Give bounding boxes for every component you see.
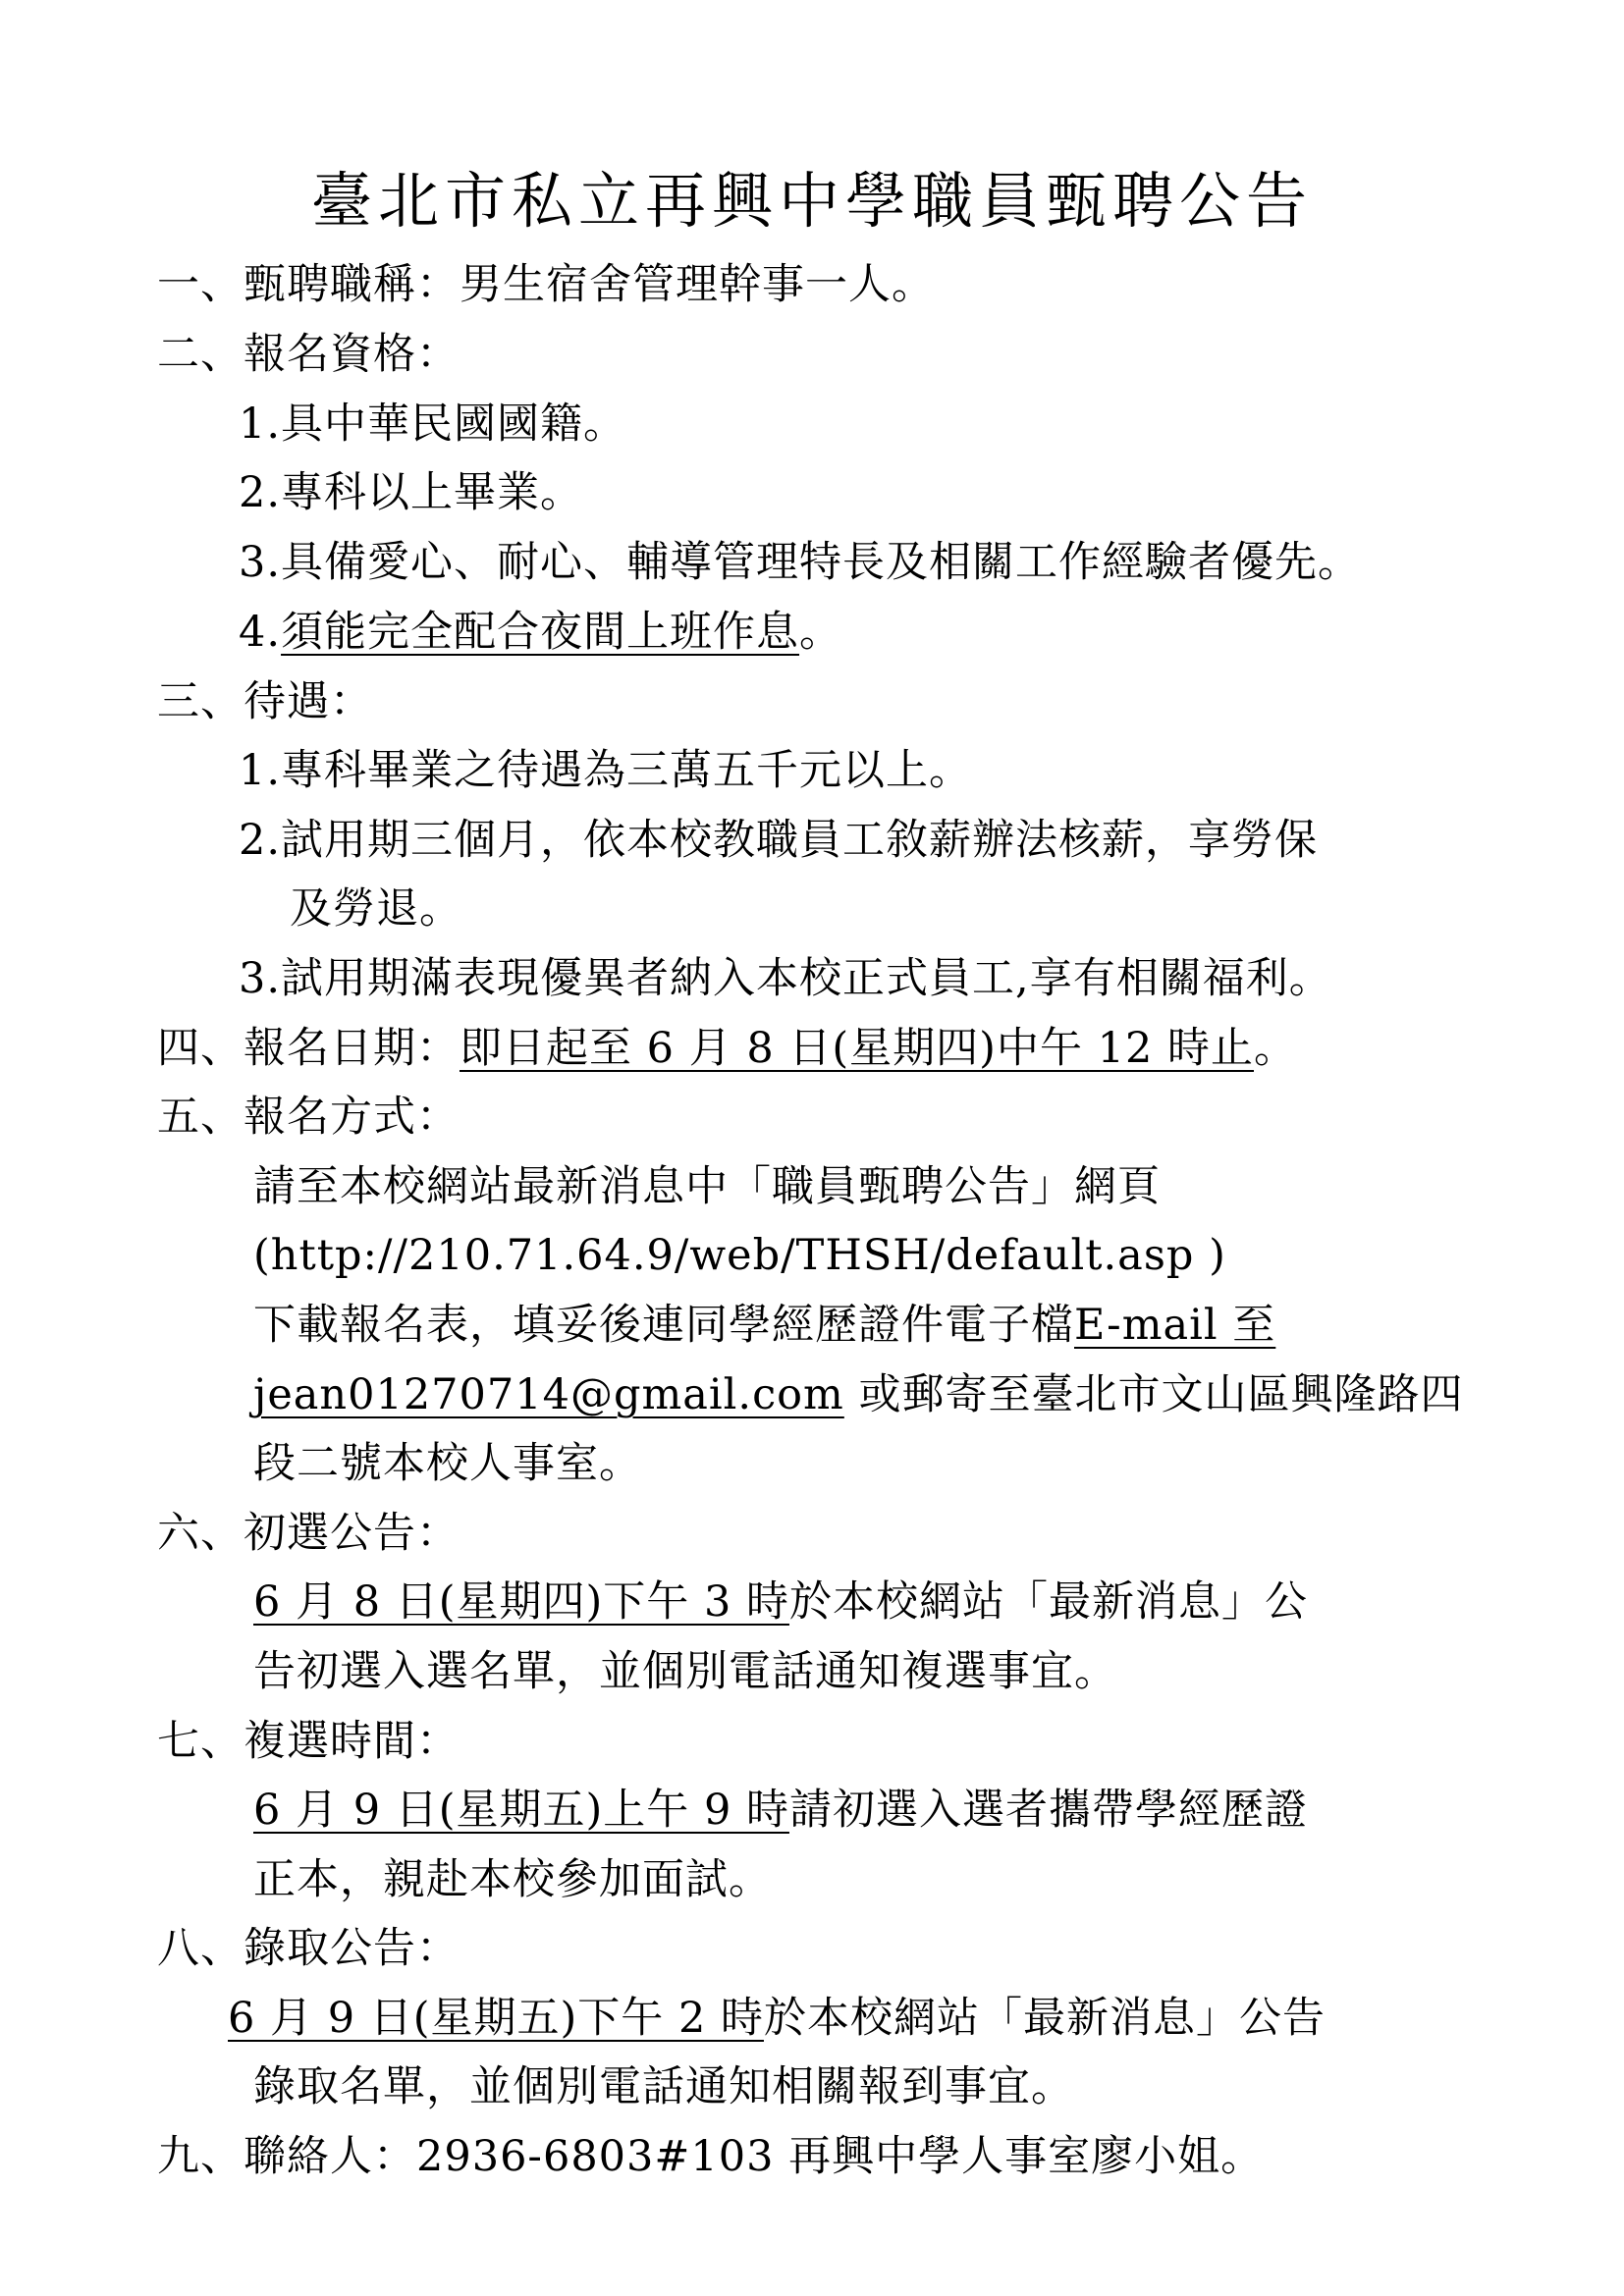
contact-email-link[interactable]: jean01270714@gmail.com <box>253 1370 844 1419</box>
admission-datetime: 6 月 9 日(星期五)下午 2 時 <box>228 1994 764 2043</box>
preliminary-line-2: 告初選入選名單，並個別電話通知複選事宜。 <box>253 1647 1117 1696</box>
email-to-label: E-mail 至 <box>1074 1301 1276 1350</box>
document-title: 臺北市私立再興中學職員甄聘公告 <box>310 165 1313 237</box>
section-6-heading: 六、初選公告： <box>157 1509 460 1558</box>
method-line-1: 請至本校網站最新消息中「職員甄聘公告」網頁 <box>253 1162 1161 1211</box>
qualification-item-3: 3.具備愛心、耐心、輔導管理特長及相關工作經驗者優先。 <box>239 538 1362 587</box>
salary-item-2-line-2: 及勞退。 <box>290 884 462 934</box>
method-line-3-text: 下載報名表，填妥後連同學經歷證件電子檔 <box>253 1301 1074 1350</box>
method-line-5: 段二號本校人事室。 <box>253 1439 642 1488</box>
salary-item-1: 1.專科畢業之待遇為三萬五千元以上。 <box>239 746 973 795</box>
registration-deadline: 即日起至 6 月 8 日(星期四)中午 12 時止 <box>460 1024 1254 1073</box>
method-line-4-text: 或郵寄至臺北市文山區興隆路四 <box>843 1370 1464 1419</box>
salary-item-2-line-1: 2.試用期三個月，依本校教職員工敘薪辦法核薪，享勞保 <box>239 816 1319 865</box>
qualification-item-4-text: 須能完全配合夜間上班作息 <box>281 608 800 657</box>
qualification-item-2: 2.專科以上畢業。 <box>239 468 584 517</box>
interview-datetime: 6 月 9 日(星期五)上午 9 時 <box>253 1786 789 1835</box>
method-line-3 <box>253 1298 1275 1353</box>
preliminary-datetime: 6 月 8 日(星期四)下午 3 時 <box>253 1577 789 1627</box>
section-3-heading: 三、待遇： <box>157 677 373 726</box>
section-4-end: 。 <box>1254 1024 1297 1073</box>
section-5-heading: 五、報名方式： <box>157 1093 460 1142</box>
admission-line-1-text: 於本校網站「最新消息」公告 <box>763 1994 1326 2043</box>
section-7-heading: 七、複選時間： <box>157 1717 460 1766</box>
school-website-url[interactable]: (http://210.71.64.9/web/THSH/default.asp ) <box>253 1231 1226 1280</box>
salary-item-3: 3.試用期滿表現優異者納入本校正式員工,享有相關福利。 <box>239 954 1332 1003</box>
section-1-position: 一、甄聘職稱：男生宿舍管理幹事一人。 <box>157 260 935 309</box>
interview-line-1-text: 請初選入選者攜帶學經歷證 <box>788 1786 1308 1835</box>
qualification-item-4 <box>239 605 842 660</box>
admission-line-2: 錄取名單，並個別電話通知相關報到事宜。 <box>253 2062 1074 2111</box>
section-9-contact: 九、聯絡人：2936-6803#103 再興中學人事室廖小姐。 <box>157 2132 1265 2181</box>
section-4-registration-date <box>157 1021 1297 1076</box>
qualification-item-4-number: 4. <box>239 608 282 657</box>
qualification-item-4-end: 。 <box>799 608 843 657</box>
preliminary-line-1 <box>253 1575 1308 1629</box>
interview-line-1 <box>253 1783 1308 1838</box>
preliminary-line-1-text: 於本校網站「最新消息」公 <box>788 1577 1308 1627</box>
qualification-item-1: 1.具中華民國國籍。 <box>239 400 627 449</box>
interview-line-2: 正本，親赴本校參加面試。 <box>253 1855 772 1904</box>
section-8-heading: 八、錄取公告： <box>157 1924 460 1973</box>
section-4-prefix: 四、報名日期： <box>157 1024 460 1073</box>
section-2-heading: 二、報名資格： <box>157 330 460 379</box>
admission-line-1 <box>228 1991 1326 2046</box>
method-line-4 <box>253 1367 1464 1422</box>
